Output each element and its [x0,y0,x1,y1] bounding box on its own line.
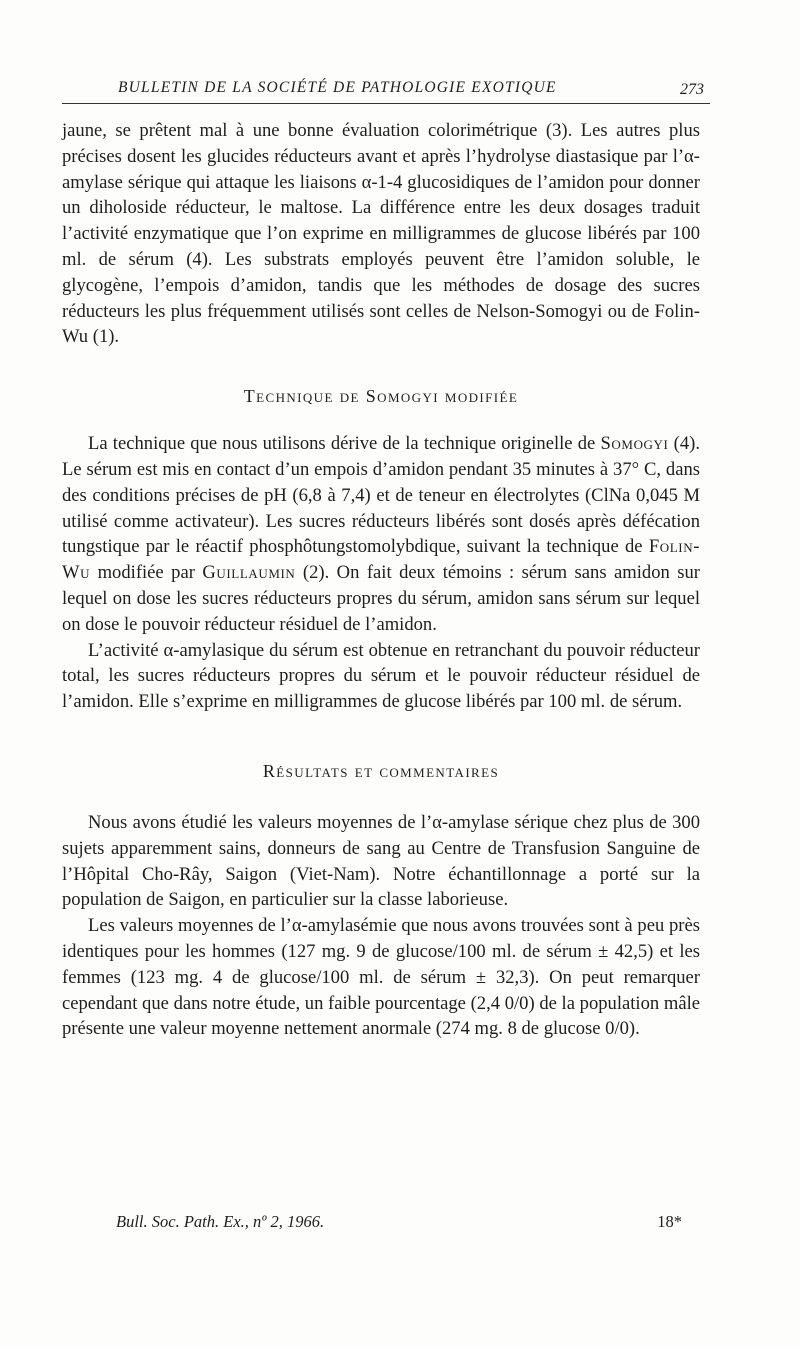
article-body [62,118,700,1042]
technique-paragraph-2: L’activité α-amylasique du sérum est obtenue en retranchant du pouvoir réducteur total, les sucres réducteurs propres du sérum et le pouvoir réducteur résiduel de l’amidon. Elle s’exprime en milligrammes de glucose libérés par 100 ml. de sérum. [62,639,700,713]
running-title: BULLETIN DE LA SOCIÉTÉ DE PATHOLOGIE EXOTIQUE [118,79,557,96]
results-paragraph-1: Nous avons étudié les valeurs moyennes de l’α-amylase sérique chez plus de 300 sujets apparemment sains, donneurs de sang au Centre de Transfusion Sanguine de l’Hôpital Cho-Rây, Saigon (Viet-Nam). Notre échantillonnage a porté sur la population de Saigon, en particulier sur la classe laborieuse. [62,811,700,911]
running-header [62,76,710,106]
technique-paragraph-1 [62,431,700,637]
signature-mark: 18* [657,1212,682,1231]
text-run: (2). On fait deux témoins : sérum sans amidon sur lequel on dose les sucres réducteurs propres du sérum, amidon sans sérum sur lequel on dose le pouvoir réducteur résiduel de l’amidon. [62,562,700,635]
page-number: 273 [680,81,704,98]
author-name: Guillaumin [202,562,296,584]
intro-paragraph: jaune, se prêtent mal à une bonne évaluation colorimétrique (3). Les autres plus précises dosent les glucides réducteurs avant et après l’hydrolyse diastasique par l’α-amylase sérique qui attaque les liaisons α-1-4 glucosidiques de l’amidon pour donner un diholoside réducteur, le maltose. La différence entre les deux dosages traduit l’activité enzymatique que l’on exprime en milligrammes de glucose libérés par 100 ml. de sérum (4). Les substrats employés peuvent être l’amidon soluble, le glycogène, l’empois d’amidon, tandis que les méthodes de dosage des sucres réducteurs les plus fréquemment utilisés sont celles de Nelson-Somogyi ou de Folin-Wu (1). [62,120,700,348]
text-run: (4). Le sérum est mis en contact d’un empois d’amidon pendant 35 minutes à 37° C, dans des conditions précises de pH (6,8 à 7,4) et de teneur en électrolytes (ClNa 0,045 M utilisé comme activateur). Les sucres réducteurs libérés sont dosés après défécation tungstique par le réactif phosphôtungstomolybdique, suivant la technique de [62,433,700,558]
author-name: Somogyi [600,433,669,455]
page-footer [62,1212,700,1238]
author-name: Folin-Wu [62,536,700,584]
section-heading-technique: Technique de Somogyi modifiée [243,386,519,407]
journal-citation: Bull. Soc. Path. Ex., nº 2, 1966. [116,1212,325,1231]
section-heading-results: Résultats et commentaires [262,760,500,781]
results-paragraph-2: Les valeurs moyennes de l’α-amylasémie que nous avons trouvées sont à peu près identiques pour les hommes (127 mg. 9 de glucose/100 ml. de sérum ± 42,5) et les femmes (123 mg. 4 de glucose/100 ml. de sérum ± 32,3). On peut remarquer cependant que dans notre étude, un faible pourcentage (2,4 0/0) de la population mâle présente une valeur moyenne nettement anormale (274 mg. 8 de glucose 0/0). [62,915,700,1040]
text-run: La technique que nous utilisons dérive de la technique originelle de [88,433,601,455]
text-run: modifiée par [90,562,203,584]
header-rule [62,103,710,104]
